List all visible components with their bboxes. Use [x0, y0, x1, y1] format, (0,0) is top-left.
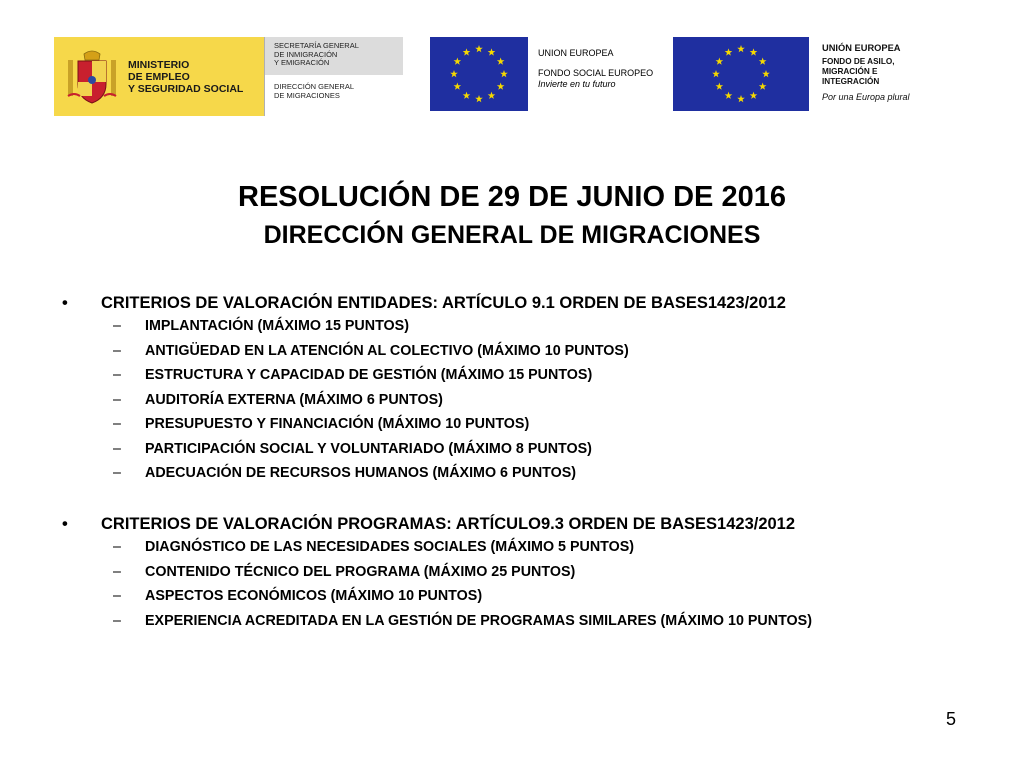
section-heading-line	[0, 292, 1024, 316]
section-heading: CRITERIOS DE VALORACIÓN PROGRAMAS: ARTÍCULO9.3 ORDEN DE BASES1423/2012	[101, 515, 796, 533]
direccion-line: DIRECCIÓN GENERAL	[274, 82, 355, 91]
ministerio-line: DE EMPLEO	[128, 70, 190, 83]
eu-star-icon	[737, 95, 745, 102]
page-subtitle: DIRECCIÓN GENERAL DE MIGRACIONES	[263, 221, 761, 249]
criteria-section-programas	[0, 513, 1024, 635]
list-item-text: IMPLANTACIÓN (MÁXIMO 15 PUNTOS)	[145, 318, 409, 334]
dash-icon: –	[113, 440, 121, 457]
fami-line: INTEGRACIÓN	[822, 77, 880, 86]
criteria-list	[0, 537, 1024, 635]
eu-stars-icon	[673, 37, 809, 111]
criteria-list	[0, 316, 1024, 488]
eu-star-icon	[463, 92, 471, 99]
ministerio-logo	[54, 37, 264, 116]
eu-star-icon	[737, 45, 745, 52]
dash-icon: –	[113, 539, 121, 555]
dash-icon: –	[113, 391, 121, 408]
eu-stars-icon	[430, 37, 528, 111]
fse-union: UNION EUROPEA	[538, 48, 614, 58]
ministerio-text	[128, 59, 243, 95]
section-heading: CRITERIOS DE VALORACIÓN ENTIDADES: ARTÍCULO 9.1 ORDEN DE BASES1423/2012	[101, 294, 786, 312]
list-item	[0, 562, 1024, 587]
fami-line: MIGRACIÓN E	[822, 67, 878, 76]
eu-star-icon	[712, 70, 720, 77]
eu-star-icon	[463, 48, 471, 55]
list-item	[0, 586, 1024, 611]
coat-of-arms-icon	[64, 46, 120, 108]
eu-star-icon	[475, 45, 483, 52]
section-heading-line	[0, 513, 1024, 537]
list-item	[0, 316, 1024, 341]
eu-star-icon	[497, 83, 505, 90]
eu-star-icon	[497, 58, 505, 65]
eu-star-icon	[488, 48, 496, 55]
fami-tagline: Por una Europa plural	[822, 92, 910, 102]
ministerio-line: Y SEGURIDAD SOCIAL	[128, 82, 244, 95]
list-item-text: CONTENIDO TÉCNICO DEL PROGRAMA (MÁXIMO 25 PUNTOS)	[145, 563, 576, 580]
fse-tagline: Invierte en tu futuro	[538, 79, 616, 89]
eu-star-icon	[500, 70, 508, 77]
list-item-text: PARTICIPACIÓN SOCIAL Y VOLUNTARIADO (MÁXIMO 8 PUNTOS)	[145, 440, 592, 457]
list-item	[0, 439, 1024, 464]
eu-star-icon	[454, 83, 462, 90]
secretaria-logo	[264, 37, 403, 116]
bullet-icon: •	[62, 294, 68, 312]
secretaria-line: SECRETARÍA GENERAL	[274, 41, 359, 50]
eu-star-icon	[750, 48, 758, 55]
page-title: RESOLUCIÓN DE 29 DE JUNIO DE 2016	[238, 181, 786, 213]
dash-icon: –	[113, 612, 121, 629]
bullet-icon: •	[62, 515, 68, 533]
fse-text	[538, 48, 653, 90]
dash-icon: –	[113, 465, 121, 481]
list-item-text: AUDITORÍA EXTERNA (MÁXIMO 6 PUNTOS)	[145, 391, 443, 408]
fami-text	[822, 43, 910, 102]
eu-star-icon	[759, 83, 767, 90]
list-item-text: EXPERIENCIA ACREDITADA EN LA GESTIÓN DE PROGRAMAS SIMILARES (MÁXIMO 10 PUNTOS)	[145, 612, 812, 629]
eu-star-icon	[725, 48, 733, 55]
dash-icon: –	[113, 367, 121, 383]
dash-icon: –	[113, 342, 121, 359]
eu-star-icon	[725, 92, 733, 99]
dash-icon: –	[113, 588, 121, 604]
eu-star-icon	[450, 70, 458, 77]
fami-line: FONDO DE ASILO,	[822, 57, 895, 66]
eu-star-icon	[716, 83, 724, 90]
list-item-text: DIAGNÓSTICO DE LAS NECESIDADES SOCIALES (MÁXIMO 5 PUNTOS)	[145, 539, 635, 555]
dash-icon: –	[113, 563, 121, 580]
dash-icon: –	[113, 318, 121, 334]
eu-star-icon	[488, 92, 496, 99]
eu-star-icon	[759, 58, 767, 65]
list-item-text: ASPECTOS ECONÓMICOS (MÁXIMO 10 PUNTOS)	[145, 588, 483, 604]
list-item	[0, 341, 1024, 366]
fse-fondo: FONDO SOCIAL EUROPEO	[538, 68, 654, 78]
page-number: 5	[946, 709, 957, 729]
eu-star-icon	[475, 95, 483, 102]
fami-union: UNIÓN EUROPEA	[822, 43, 901, 53]
list-item	[0, 611, 1024, 636]
list-item-text: ESTRUCTURA Y CAPACIDAD DE GESTIÓN (MÁXIMO 15 PUNTOS)	[145, 367, 593, 383]
list-item	[0, 365, 1024, 390]
secretaria-line: DE INMIGRACIÓN	[274, 49, 338, 59]
list-item-text: ADECUACIÓN DE RECURSOS HUMANOS (MÁXIMO 6 PUNTOS)	[145, 465, 577, 481]
direccion-box	[265, 75, 403, 100]
criteria-section-entidades	[0, 292, 1024, 488]
list-item	[0, 390, 1024, 415]
list-item	[0, 537, 1024, 562]
ministerio-line: MINISTERIO	[128, 58, 190, 71]
eu-star-icon	[454, 58, 462, 65]
direccion-line: DE MIGRACIONES	[274, 90, 340, 100]
eu-flag-icon	[673, 37, 809, 111]
list-item-text: ANTIGÜEDAD EN LA ATENCIÓN AL COLECTIVO (MÁXIMO 10 PUNTOS)	[145, 342, 629, 359]
secretaria-box	[265, 37, 403, 75]
eu-flag-icon	[430, 37, 528, 111]
list-item-text: PRESUPUESTO Y FINANCIACIÓN (MÁXIMO 10 PUNTOS)	[145, 416, 530, 432]
list-item	[0, 463, 1024, 488]
eu-star-icon	[762, 70, 770, 77]
eu-star-icon	[716, 58, 724, 65]
dash-icon: –	[113, 416, 121, 432]
secretaria-line: Y EMIGRACIÓN	[274, 58, 330, 68]
eu-star-icon	[750, 92, 758, 99]
list-item	[0, 414, 1024, 439]
